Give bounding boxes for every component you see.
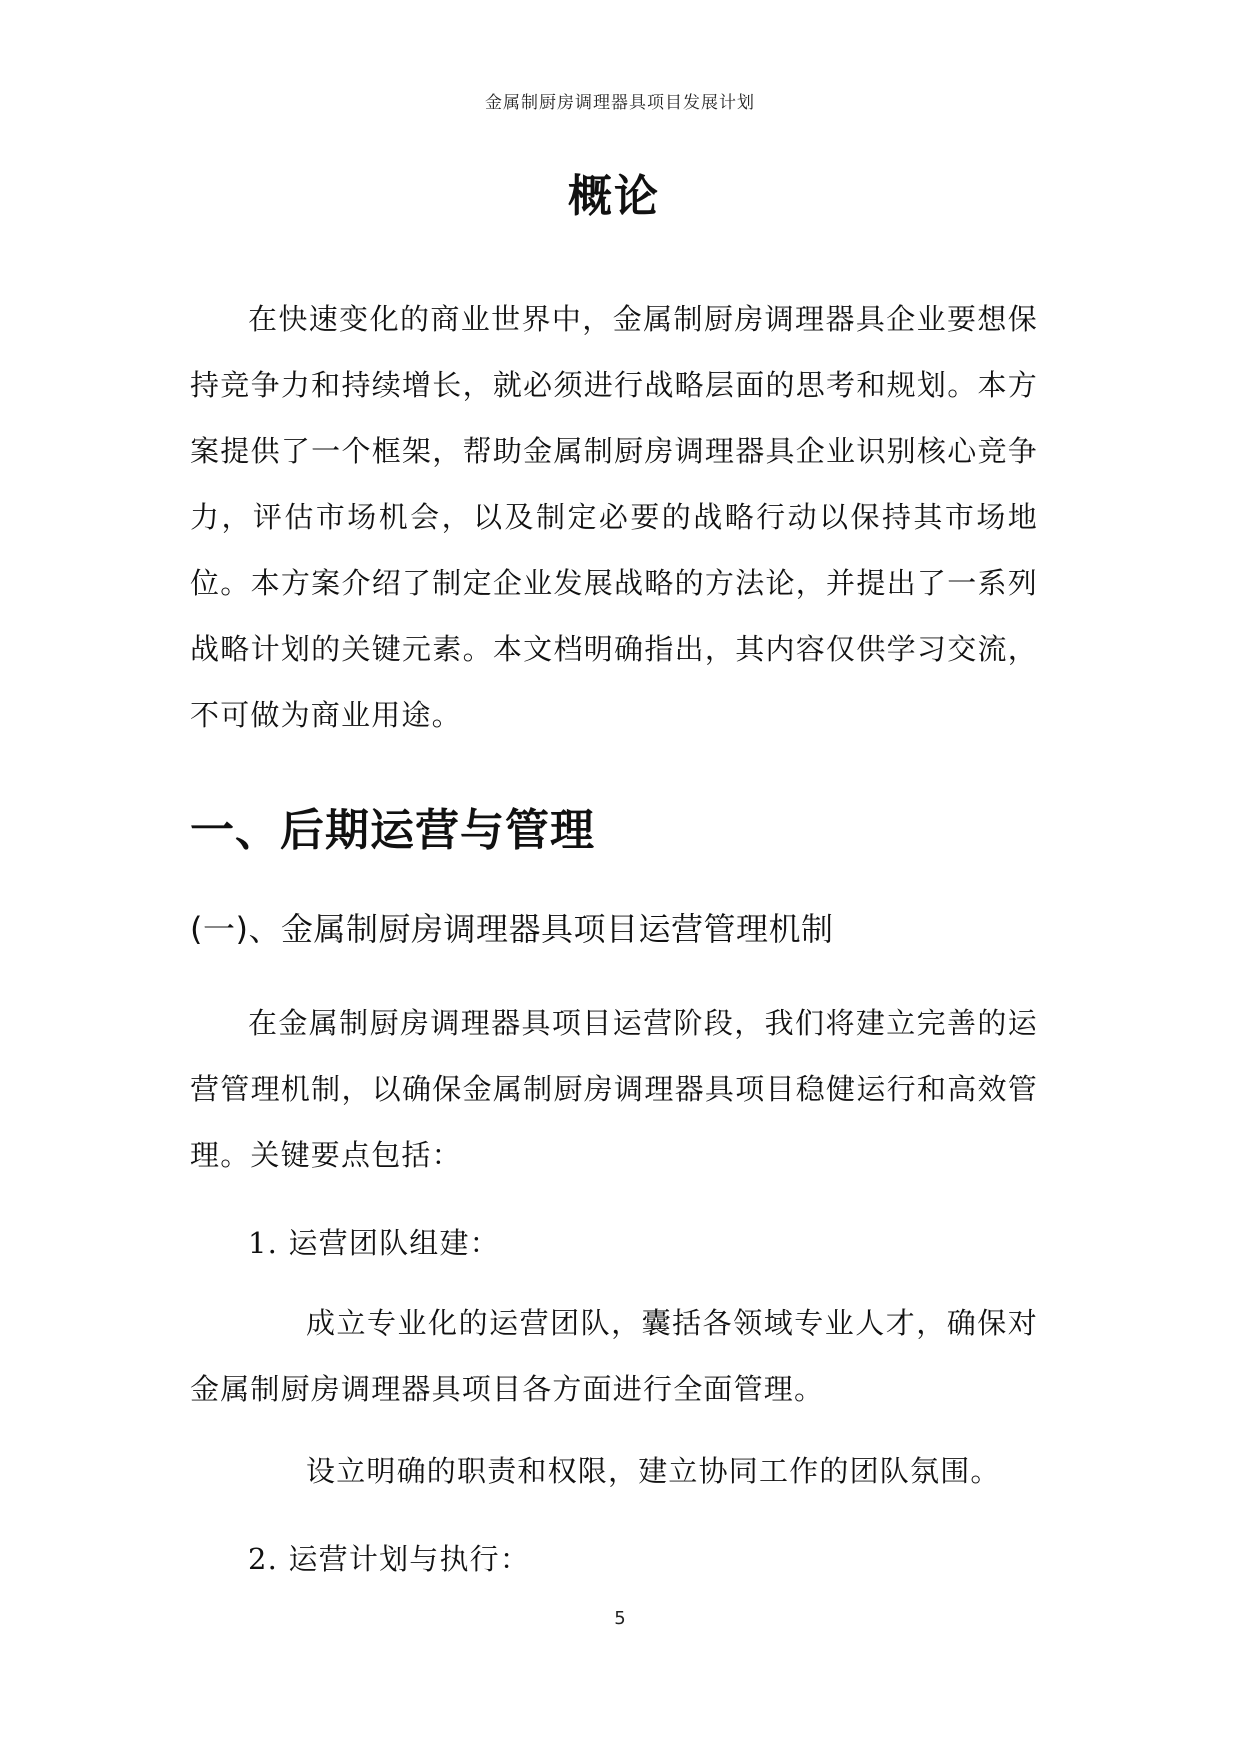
list-item-1-detail-1: 成立专业化的运营团队，囊括各领域专业人才，确保对金属制厨房调理器具项目各方面进行全面管理。 (190, 1306, 1038, 1406)
page-content (190, 150, 1038, 1606)
list-item-1-label: 1. 运营团队组建： (248, 1226, 500, 1260)
subsection-paragraph: 在金属制厨房调理器具项目运营阶段，我们将建立完善的运营管理机制，以确保金属制厨房调理器具项目稳健运行和高效管理。关键要点包括： (190, 1006, 1038, 1172)
section-heading: 一、后期运营与管理 (190, 805, 595, 856)
intro-paragraph: 在快速变化的商业世界中，金属制厨房调理器具企业要想保持竞争力和持续增长，就必须进行战略层面的思考和规划。本方案提供了一个框架，帮助金属制厨房调理器具企业识别核心竞争力，评估市场机会，以及制定必要的战略行动以保持其市场地位。本方案介绍了制定企业发展战略的方法论，并提出了一系列战略计划的关键元素。本文档明确指出，其内容仅供学习交流，不可做为商业用途。 (190, 302, 1038, 732)
list-item-2-label: 2. 运营计划与执行： (248, 1542, 531, 1576)
document-title: 概论 (568, 171, 660, 222)
running-header: 金属制厨房调理器具项目发展计划 (485, 93, 755, 113)
subsection-heading: (一)、金属制厨房调理器具项目运营管理机制 (190, 910, 834, 948)
page-number: 5 (614, 1608, 626, 1629)
list-item-1-detail-2: 设立明确的职责和权限，建立协同工作的团队氛围。 (306, 1454, 1001, 1488)
